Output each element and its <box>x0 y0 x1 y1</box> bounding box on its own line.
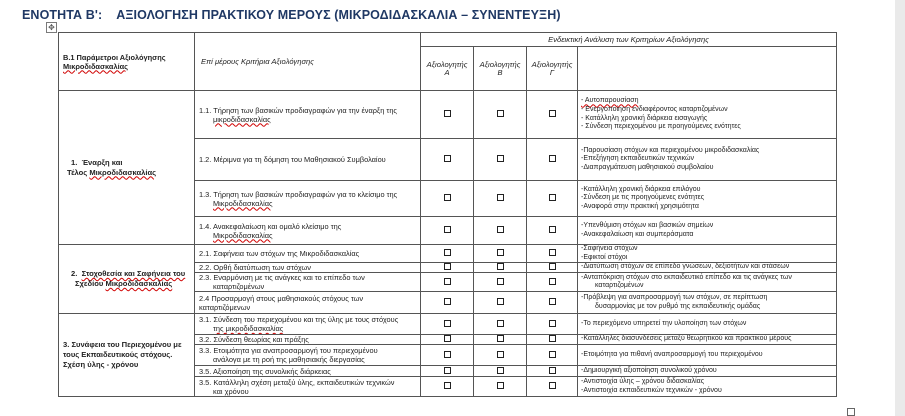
checkbox-3-5-b[interactable] <box>474 377 527 397</box>
section-heading <box>22 8 575 22</box>
checkbox-3-3-b[interactable] <box>474 345 527 366</box>
checkbox-1-3-b[interactable] <box>474 181 527 217</box>
header-parameters: Β.1 Παράμετροι Αξιολόγησης Μικροδιδασκαλίας <box>59 33 195 91</box>
indicators-1-2: -Παρουσίαση στόχων και περιεχομένου μικροδιδασκαλίας -Επεξήγηση εκπαιδευτικών τεχνικών -Διαπραγμάτευση μαθησιακού συμβολαίου <box>578 139 837 181</box>
criterion-1-2: 1.2. Μέριμνα για τη δόμηση του Μαθησιακού Συμβολαίου <box>195 139 421 181</box>
criterion-3-3: 3.3. Ετοιμότητα για αναπροσαρμογή του περιεχομένου ανάλογα με τη ροή της μαθησιακής διεργασίας <box>195 345 421 366</box>
checkbox-1-2-a[interactable] <box>421 139 474 181</box>
evaluation-table <box>58 32 837 397</box>
criterion-1-4: 1.4. Ανακεφαλαίωση και ομαλό κλείσιμο της Μικροδιδασκαλίας <box>195 217 421 245</box>
criterion-3-4: 3.5. Αξιοποίηση της συνολικής διάρκειας <box>195 366 421 377</box>
checkbox-1-4-b[interactable] <box>474 217 527 245</box>
checkbox-3-3-c[interactable] <box>527 345 578 366</box>
checkbox-1-3-c[interactable] <box>527 181 578 217</box>
checkbox-1-1-c[interactable] <box>527 91 578 139</box>
indicators-2-2: -Διατύπωση στόχων σε επίπεδο γνώσεων, δεξιοτήτων και στάσεων <box>578 263 837 273</box>
checkbox-3-4-c[interactable] <box>527 366 578 377</box>
checkbox-2-3-a[interactable] <box>421 273 474 292</box>
indicators-3-2: -Κατάλληλες διασυνδέσεις μεταξύ θεωρητικού και πρακτικού μέρους <box>578 335 837 345</box>
table-row <box>59 314 837 335</box>
checkbox-3-2-a[interactable] <box>421 335 474 345</box>
indicators-2-1: -Σαφήνεια στόχων -Εφικτοί στόχοι <box>578 245 837 263</box>
checkbox-1-1-b[interactable] <box>474 91 527 139</box>
criterion-2-1: 2.1. Σαφήνεια των στόχων της Μικροδιδασκαλίας <box>195 245 421 263</box>
scrollbar-gutter[interactable] <box>895 0 905 416</box>
checkbox-2-1-c[interactable] <box>527 245 578 263</box>
indicators-3-3: -Ετοιμότητα για πιθανή αναπροσαρμογή του περιεχομένου <box>578 345 837 366</box>
criterion-1-1: 1.1. Τήρηση των βασικών προδιαγραφών για την έναρξη της μικροδιδασκαλίας <box>195 91 421 139</box>
checkbox-3-5-a[interactable] <box>421 377 474 397</box>
section-title: ΑΞΙΟΛΟΓΗΣΗ ΠΡΑΚΤΙΚΟΥ ΜΕΡΟΥΣ (ΜΙΚΡΟΔΙΔΑΣΚΑΛΙΑ – ΣΥΝΕΝΤΕΥΞΗ) <box>116 8 561 22</box>
section-unit: ΕΝΟΤΗΤΑ Β': <box>22 8 103 22</box>
move-handle-icon[interactable]: ✥ <box>46 22 57 33</box>
criterion-3-5: 3.5. Κατάλληλη σχέση μεταξύ ύλης, εκπαιδευτικών τεχνικών και χρόνου <box>195 377 421 397</box>
checkbox-3-2-b[interactable] <box>474 335 527 345</box>
checkbox-1-2-b[interactable] <box>474 139 527 181</box>
checkbox-3-1-c[interactable] <box>527 314 578 335</box>
indicators-2-3: -Ανταπόκριση στόχων στο εκπαιδευτικό επίπεδο και τις ανάγκες των καταρτιζομένων <box>578 273 837 292</box>
indicators-1-4: -Υπενθύμιση στόχων και βασικών σημείων -Ανακεφαλαίωση και συμπεράσματα <box>578 217 837 245</box>
checkbox-1-3-a[interactable] <box>421 181 474 217</box>
table-resize-handle[interactable] <box>847 408 855 416</box>
header-evaluator-a: Αξιολογητής Α <box>421 47 474 91</box>
indicators-3-4: -Δημιουργική αξιοποίηση συνολικού χρόνου <box>578 366 837 377</box>
table-row <box>59 91 837 139</box>
criterion-2-2: 2.2. Ορθή διατύπωση των στόχων <box>195 263 421 273</box>
checkbox-2-2-a[interactable] <box>421 263 474 273</box>
checkbox-2-3-b[interactable] <box>474 273 527 292</box>
indicators-2-4: -Πρόβλεψη για αναπροσαρμογή των στόχων, σε περίπτωση δυσαρμονίας με τον ρυθμό της εκπαιδευτικής ομάδας <box>578 292 837 314</box>
checkbox-1-1-a[interactable] <box>421 91 474 139</box>
header-evaluator-b: Αξιολογητής Β <box>474 47 527 91</box>
checkbox-3-4-a[interactable] <box>421 366 474 377</box>
criterion-1-3: 1.3. Τήρηση των βασικών προδιαγραφών για το κλείσιμο της Μικροδιδασκαλίας <box>195 181 421 217</box>
indicators-1-1: - Αυτοπαρουσίαση - Ενεργοποίηση ενδιαφέροντος καταρτιζομένων - Κατάλληλη χρονική διάρκεια εισαγωγής - Σύνδεση περιεχομένου με προηγούμενες ενότητες <box>578 91 837 139</box>
checkbox-2-4-c[interactable] <box>527 292 578 314</box>
indicators-3-5: -Αντιστοιχία ύλης – χρόνου διδασκαλίας -Αντιστοιχία εκπαιδευτικών τεχνικών - χρόνου <box>578 377 837 397</box>
header-evaluator-c: Αξιολογητής Γ <box>527 47 578 91</box>
criterion-2-4: 2.4 Προσαρμογή στους μαθησιακούς στόχους των καταρτιζόμενων <box>195 292 421 314</box>
param-group-1: 1. Έναρξη και Τέλος Μικροδιδασκαλίας <box>59 91 195 245</box>
checkbox-2-3-c[interactable] <box>527 273 578 292</box>
checkbox-2-4-b[interactable] <box>474 292 527 314</box>
checkbox-3-3-a[interactable] <box>421 345 474 366</box>
checkbox-1-4-a[interactable] <box>421 217 474 245</box>
header-blank <box>578 47 837 91</box>
indicators-1-3: -Κατάλληλη χρονική διάρκεια επιλόγου -Σύνδεση με τις προηγούμενες ενότητες -Αναφορά στην πρακτική χρησιμότητα <box>578 181 837 217</box>
table-row <box>59 245 837 263</box>
checkbox-2-1-a[interactable] <box>421 245 474 263</box>
checkbox-3-1-b[interactable] <box>474 314 527 335</box>
criterion-3-1: 3.1. Σύνδεση του περιεχομένου και της ύλης με τους στόχους της μικροδιδασκαλίας <box>195 314 421 335</box>
checkbox-2-1-b[interactable] <box>474 245 527 263</box>
checkbox-2-2-b[interactable] <box>474 263 527 273</box>
criterion-2-3: 2.3. Εναρμόνιση με τις ανάγκες και το επίπεδο των καταρτιζομένων <box>195 273 421 292</box>
checkbox-3-4-b[interactable] <box>474 366 527 377</box>
checkbox-1-2-c[interactable] <box>527 139 578 181</box>
checkbox-3-2-c[interactable] <box>527 335 578 345</box>
checkbox-2-2-c[interactable] <box>527 263 578 273</box>
param-group-3: 3. Συνάφεια του Περιεχομένου με τους Εκπαιδευτικούς στόχους. Σχέση ύλης - χρόνου <box>59 314 195 397</box>
param-group-2: 2. Στοχοθεσία και Σαφήνεια του Σχεδίου Μικροδιδασκαλίας <box>59 245 195 314</box>
criterion-3-2: 3.2. Σύνδεση θεωρίας και πράξης <box>195 335 421 345</box>
checkbox-3-5-c[interactable] <box>527 377 578 397</box>
header-indicative-analysis: Ενδεικτική Ανάλυση των Κριτηρίων Αξιολόγησης <box>421 33 837 47</box>
indicators-3-1: -Το περιεχόμενο υπηρετεί την υλοποίηση των στόχων <box>578 314 837 335</box>
header-criteria: Επί μέρους Κριτήρια Αξιολόγησης <box>195 33 421 91</box>
checkbox-3-1-a[interactable] <box>421 314 474 335</box>
checkbox-2-4-a[interactable] <box>421 292 474 314</box>
checkbox-1-4-c[interactable] <box>527 217 578 245</box>
